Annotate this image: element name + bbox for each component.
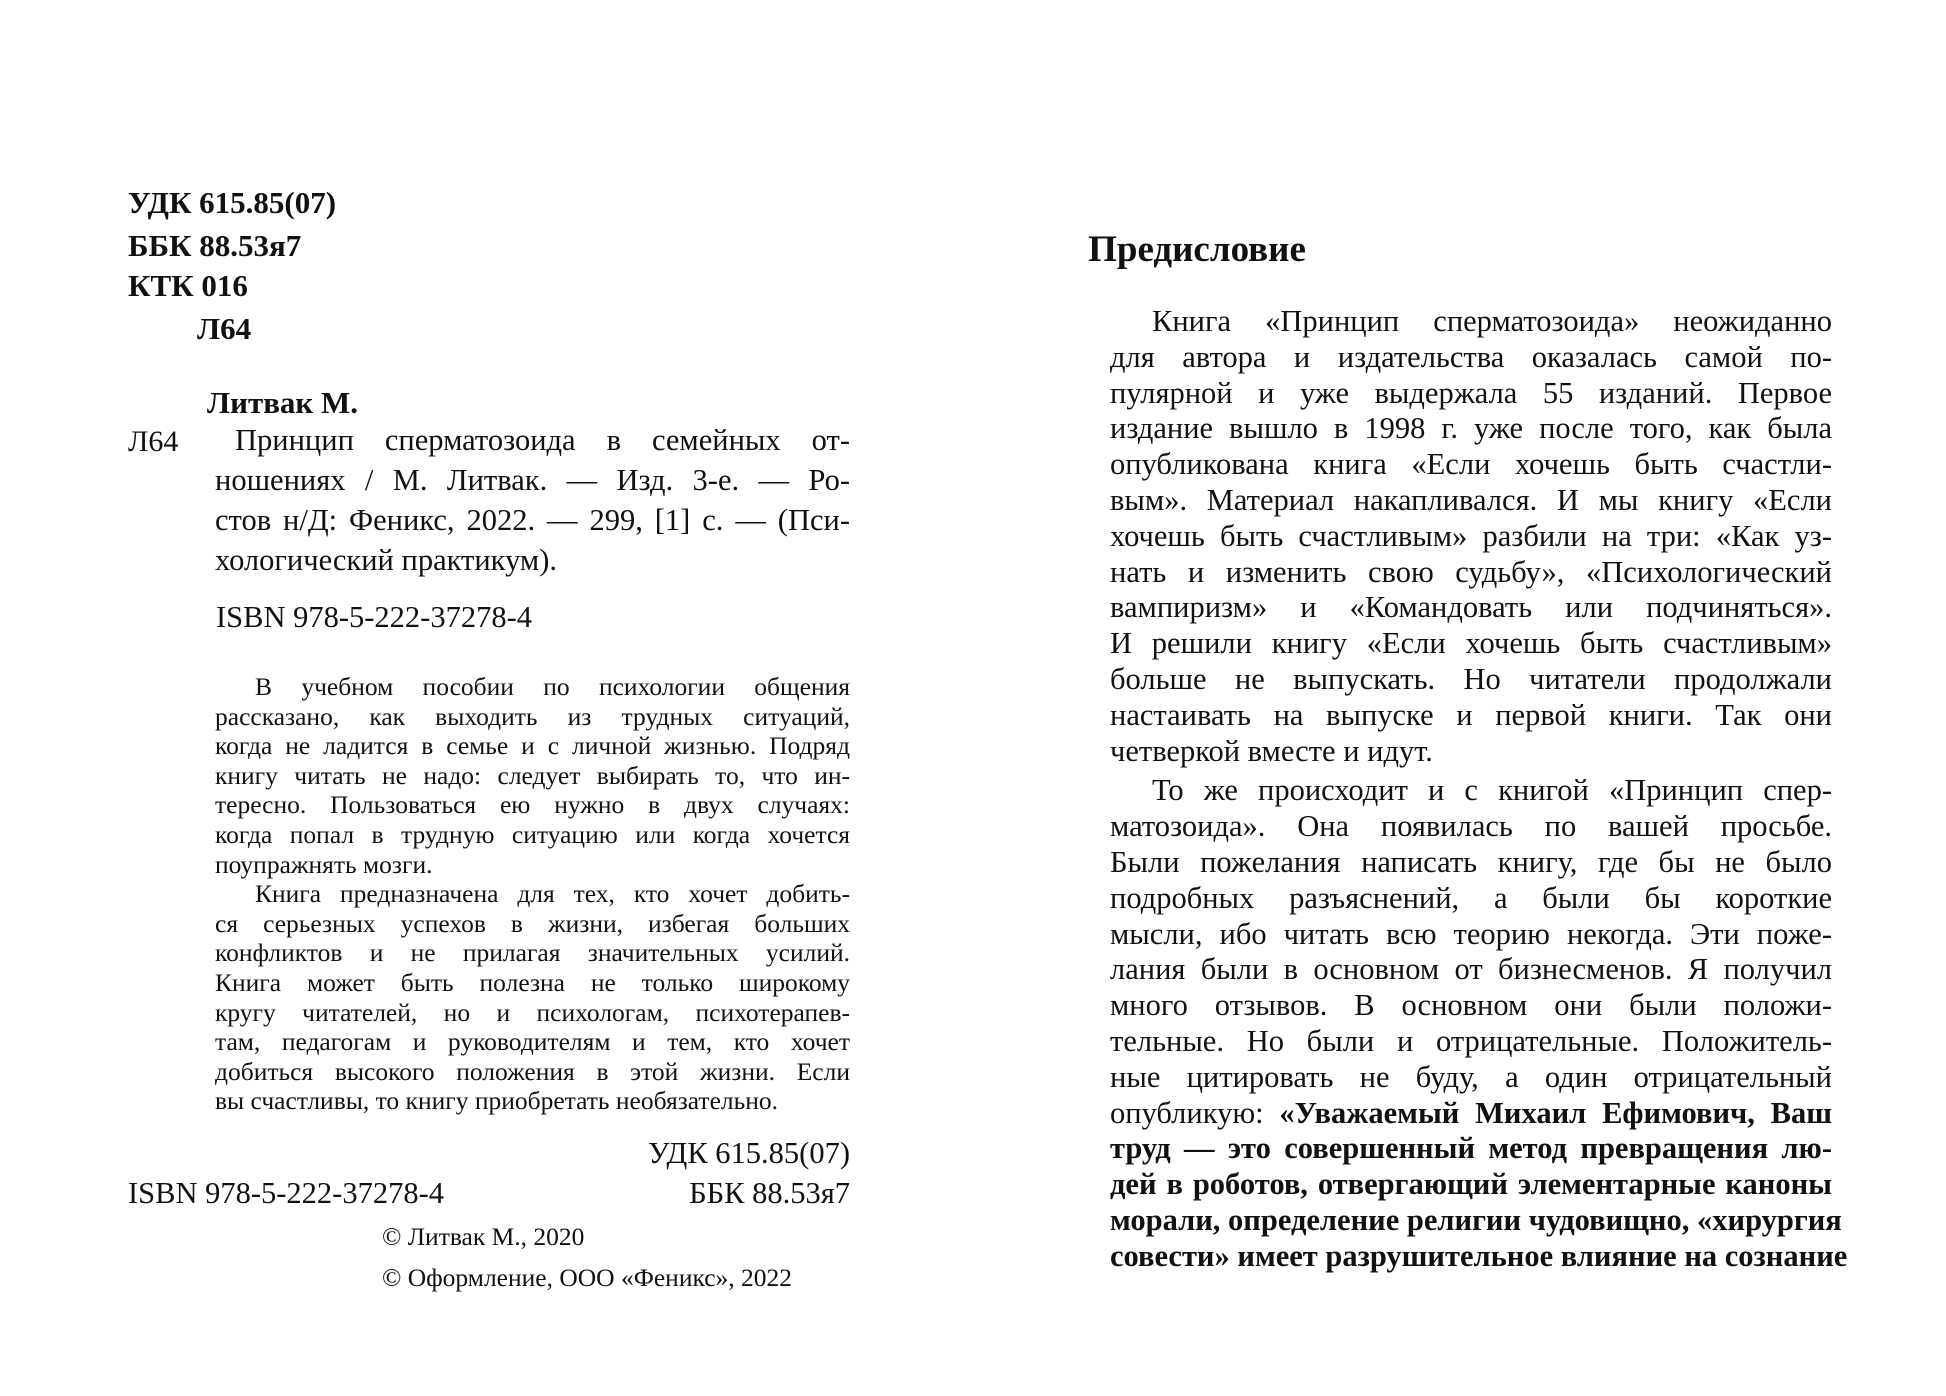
text-line: То же происходит и с книгой «Принцип спер- <box>1152 773 1832 808</box>
annotation-line: Книга предназначена для тех, кто хочет добить- <box>255 879 850 909</box>
text-line: вампиризм» и «Командовать или подчиняться». <box>1110 590 1832 625</box>
bottom-bbk: ББК 88.53я7 <box>689 1176 850 1210</box>
annotation-line: ся серьезных успехов в жизни, избегая больших <box>215 908 850 938</box>
text-line: больше не выпускать. Но читатели продолжали <box>1110 661 1832 696</box>
text-line: издание вышло в 1998 г. уже после того, как была <box>1110 411 1832 446</box>
annotation-line: вы счастливы, то книгу приобретать необязательно. <box>215 1086 779 1116</box>
biblio-line: ношениях / М. Литвак. — Изд. 3-е. — Ро- <box>215 463 850 497</box>
text-line: нать и изменить свою судьбу», «Психологический <box>1110 554 1832 589</box>
text-line: мысли, ибо читать всю теорию некогда. Эти поже- <box>1110 916 1832 951</box>
text-line: тельные. Но были и отрицательные. Положитель- <box>1110 1023 1832 1058</box>
quote-line: труд — это совершенный метод превращения лю- <box>1110 1131 1832 1166</box>
quote-line: совести» имеет разрушительное влияние на сознание <box>1110 1238 1848 1273</box>
copyright-design: © Оформление, ООО «Феникс», 2022 <box>382 1263 793 1292</box>
biblio-line: стов н/Д: Феникс, 2022. — 299, [1] с. — (Пси- <box>215 503 850 537</box>
annotation-line: конфликтов и не прилагая значительных усилий. <box>215 938 850 968</box>
quote-line: морали, определение религии чудовищно, «хирургия <box>1110 1202 1842 1237</box>
text-line: пулярной и уже выдержала 55 изданий. Первое <box>1110 375 1832 410</box>
text-line: И решили книгу «Если хочешь быть счастливым» <box>1110 626 1832 661</box>
text-line: ные цитировать не буду, а один отрицательный <box>1110 1059 1832 1094</box>
annotation-line: добиться высокого положения в этой жизни. Если <box>215 1056 850 1086</box>
author-mark: Л64 <box>197 311 252 346</box>
text-line: подробных разъяснений, а были бы короткие <box>1110 880 1832 915</box>
text-line: опубликована книга «Если хочешь быть счастли- <box>1110 447 1832 482</box>
biblio-line: Принцип сперматозоида в семейных от- <box>235 423 850 457</box>
page-title: Предисловие <box>1088 229 1306 270</box>
bottom-isbn: ISBN 978-5-222-37278-4 <box>128 1176 444 1210</box>
annotation-line: рассказано, как выходить из трудных ситуаций, <box>215 701 850 731</box>
text-line: четверкой вместе и идут. <box>1110 733 1433 768</box>
annotation-line: Книга может быть полезна не только широкому <box>215 967 850 997</box>
preface-text <box>1110 304 1848 1275</box>
text-line: много отзывов. В основном они были положи- <box>1110 988 1832 1023</box>
annotation-line: В учебном пособии по психологии общения <box>255 672 850 701</box>
isbn: ISBN 978-5-222-37278-4 <box>216 600 532 634</box>
text-line: Книга «Принцип сперматозоида» неожиданно <box>1152 304 1832 338</box>
text-line: вым». Материал накапливался. И мы книгу «Если <box>1110 482 1832 517</box>
text-line-mixed <box>1110 1096 1832 1132</box>
text-line: лания были в основном от бизнесменов. Я получил <box>1110 952 1832 987</box>
annotation-line: поупражнять мозги. <box>215 849 433 879</box>
text-line: настаивать на выпуске и первой книги. Так они <box>1110 697 1832 732</box>
annotation <box>215 672 850 1116</box>
text-line: Были пожелания написать книгу, где бы не было <box>1110 844 1832 879</box>
text-fragment: опубликую: <box>1110 1095 1280 1130</box>
annotation-line: там, педагогам и руководителям и тем, кто хочет <box>215 1027 850 1057</box>
annotation-line: книгу читать не надо: следует выбирать то, что ин- <box>215 760 850 790</box>
bottom-udk: УДК 615.85(07) <box>648 1136 850 1170</box>
ktk-code: КТК 016 <box>128 268 248 303</box>
text-line: для автора и издательства оказалась самой по- <box>1110 339 1832 374</box>
bbk-code: ББК 88.53я7 <box>128 228 302 263</box>
biblio-line: хологический практикум). <box>215 543 557 577</box>
annotation-line: тересно. Пользоваться ею нужно в двух случаях: <box>215 790 850 820</box>
annotation-line: когда не ладится в семье и с личной жизнью. Подряд <box>215 731 850 761</box>
biblio-author-mark: Л64 <box>128 425 179 458</box>
author-name: Литвак М. <box>207 385 359 420</box>
annotation-line: когда попал в трудную ситуацию или когда хочется <box>215 819 850 849</box>
quote-line: дей в роботов, отвергающий элементарные каноны <box>1110 1167 1832 1202</box>
bibliographic-description <box>215 420 850 580</box>
text-line: хочешь быть счастливым» разбили на три: «Как уз- <box>1110 518 1832 553</box>
quote-fragment: «Уважаемый Михаил Ефимович, Ваш <box>1279 1095 1832 1130</box>
copyright-author: © Литвак М., 2020 <box>382 1222 585 1251</box>
annotation-line: кругу читателей, но и психологам, психотерапев- <box>215 997 850 1027</box>
udk-code: УДК 615.85(07) <box>128 185 337 220</box>
text-line: матозоида». Она появилась по вашей просьбе. <box>1110 809 1832 844</box>
